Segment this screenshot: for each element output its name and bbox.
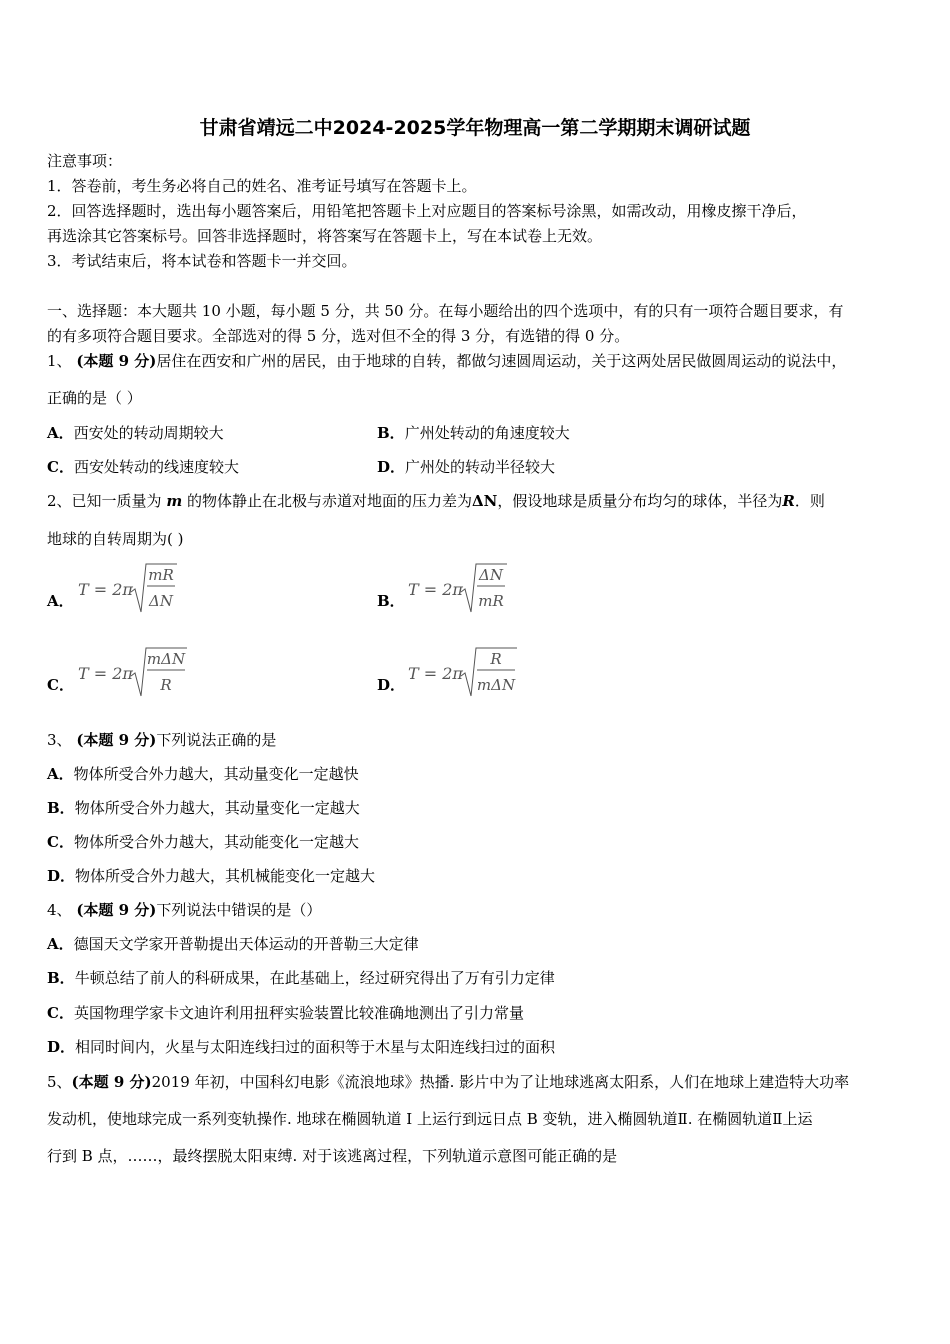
- option-label: B．: [47, 969, 75, 987]
- option-text: 物体所受合外力越大，其动能变化一定越大: [73, 833, 359, 851]
- question-2-stem: [47, 492, 825, 510]
- option-label: A．: [47, 592, 74, 610]
- question-4-stem: [47, 901, 321, 919]
- question-4-option-b: [47, 969, 555, 987]
- question-3-option-c: [47, 833, 359, 851]
- question-5-score: (本题 9 分): [71, 1073, 152, 1091]
- fraction-numerator: ΔN: [479, 566, 503, 584]
- section-instructions-2: 的有多项符合题目要求。全部选对的得 5 分，选对但不全的得 3 分，有选错的得 0 分。: [47, 327, 630, 345]
- option-label: A．: [47, 935, 74, 953]
- fraction-denominator: ΔN: [149, 592, 173, 610]
- option-text: 相同时间内，火星与太阳连线扫过的面积等于木星与太阳连线扫过的面积: [75, 1038, 556, 1056]
- question-2-option-b: [377, 560, 677, 620]
- question-4-score: (本题 9 分): [76, 901, 157, 919]
- option-label: A．: [47, 424, 74, 442]
- formula-a: [75, 560, 225, 620]
- option-label: D．: [377, 458, 406, 476]
- option-label: D．: [47, 867, 76, 885]
- option-text: 西安处转动的线速度较大: [73, 458, 239, 476]
- fraction-denominator: mΔN: [476, 676, 516, 694]
- question-1-text: 居住在西安和广州的居民，由于地球的自转，都做匀速圆周运动，关于这两处居民做圆周运动的说法中，: [156, 352, 847, 370]
- option-text: 英国物理学家卡文迪许利用扭秤实验装置比较准确地测出了引力常量: [73, 1004, 524, 1022]
- question-2-text-a: 已知一质量为: [71, 492, 162, 510]
- question-4-text: 下列说法中错误的是（）: [156, 901, 322, 919]
- var-m: m: [166, 492, 183, 510]
- question-5-text-2: 发动机，使地球完成一系列变轨操作. 地球在椭圆轨道 I 上运行到远日点 B 变轨，进入椭圆轨道Ⅱ. 在椭圆轨道Ⅱ上运: [47, 1110, 813, 1128]
- option-label: C．: [47, 458, 74, 476]
- option-label: A．: [47, 765, 74, 783]
- question-2-option-d: [377, 644, 677, 704]
- option-text: 物体所受合外力越大，其机械能变化一定越大: [75, 867, 376, 885]
- question-5-text-3: 行到 B 点，……，最终摆脱太阳束缚. 对于该逃离过程，下列轨道示意图可能正确的是: [47, 1147, 618, 1165]
- question-4-option-c: [47, 1004, 524, 1022]
- question-1-score: (本题 9 分): [76, 352, 157, 370]
- question-4-number: 4、: [47, 901, 72, 919]
- section-instructions-1: 一、选择题：本大题共 10 小题，每小题 5 分，共 50 分。在每小题给出的四个选项中，有的只有一项符合题目要求，有: [47, 302, 844, 320]
- option-label: B．: [47, 799, 75, 817]
- fraction-numerator: R: [490, 650, 502, 668]
- question-3-score: (本题 9 分): [76, 731, 157, 749]
- question-1-number: 1、: [47, 352, 72, 370]
- formula-d: [405, 644, 565, 704]
- var-delta-n: ΔN: [472, 492, 498, 510]
- page-title: 甘肃省靖远二中2024-2025学年物理高一第二学期期末调研试题: [199, 117, 751, 139]
- fraction-numerator: mR: [148, 566, 174, 584]
- question-2-option-a: [47, 560, 347, 620]
- option-label: C．: [47, 833, 74, 851]
- question-2-option-c: [47, 644, 347, 704]
- option-label: B．: [377, 592, 405, 610]
- formula-prefix: T = 2π: [78, 580, 133, 599]
- question-1-stem: [47, 352, 846, 370]
- formula-prefix: T = 2π: [408, 664, 463, 683]
- option-text: 物体所受合外力越大，其动量变化一定越大: [74, 799, 360, 817]
- formula-b: [405, 560, 555, 620]
- question-4-option-d: [47, 1038, 555, 1056]
- question-3-option-b: [47, 799, 360, 817]
- question-2-text-c: ，假设地球是质量分布均匀的球体，半径为: [497, 492, 783, 510]
- question-1-stem-cont: 正确的是（ ）: [47, 389, 142, 407]
- question-1-option-a: [47, 424, 224, 442]
- question-1-option-d: [377, 458, 555, 476]
- question-2-text-d: ．则: [794, 492, 825, 510]
- notice-item-2: 2．回答选择题时，选出每小题答案后，用铅笔把答题卡上对应题目的答案标号涂黑，如需改动，用橡皮擦干净后，: [47, 202, 807, 220]
- formula-c: [75, 644, 235, 704]
- option-label: B．: [377, 424, 405, 442]
- question-2-text-b: 的物体静止在北极与赤道对地面的压力差为: [187, 492, 473, 510]
- var-r: R: [782, 492, 795, 510]
- option-text: 广州处转动的角速度较大: [404, 424, 570, 442]
- option-text: 牛顿总结了前人的科研成果，在此基础上，经过研究得出了万有引力定律: [74, 969, 555, 987]
- option-label: D．: [377, 676, 406, 694]
- option-label: D．: [47, 1038, 76, 1056]
- question-1-option-c: [47, 458, 239, 476]
- option-text: 德国天文学家开普勒提出天体运动的开普勒三大定律: [73, 935, 419, 953]
- question-1-option-b: [377, 424, 570, 442]
- fraction-denominator: R: [160, 676, 172, 694]
- question-5-text-1: 2019 年初，中国科幻电影《流浪地球》热播. 影片中为了让地球逃离太阳系，人们在地球上建造特大功率: [151, 1073, 850, 1091]
- option-text: 广州处的转动半径较大: [405, 458, 556, 476]
- notice-heading: 注意事项：: [47, 152, 123, 170]
- question-2-stem-cont: 地球的自转周期为( ): [47, 530, 184, 548]
- question-4-option-a: [47, 935, 419, 953]
- notice-item-3: 3．考试结束后，将本试卷和答题卡一并交回。: [47, 252, 357, 270]
- option-text: 西安处的转动周期较大: [73, 424, 224, 442]
- notice-item-2-cont: 再选涂其它答案标号。回答非选择题时，将答案写在答题卡上，写在本试卷上无效。: [47, 227, 603, 245]
- question-3-option-a: [47, 765, 359, 783]
- question-3-option-d: [47, 867, 375, 885]
- option-text: 物体所受合外力越大，其动量变化一定越快: [73, 765, 359, 783]
- fraction-denominator: mR: [478, 592, 504, 610]
- option-label: C．: [47, 676, 74, 694]
- question-3-text: 下列说法正确的是: [156, 731, 277, 749]
- question-3-number: 3、: [47, 731, 72, 749]
- question-5-stem: [47, 1073, 849, 1091]
- question-5-number: 5、: [47, 1073, 72, 1091]
- formula-prefix: T = 2π: [78, 664, 133, 683]
- question-2-number: 2、: [47, 492, 72, 510]
- fraction-numerator: mΔN: [146, 650, 186, 668]
- option-label: C．: [47, 1004, 74, 1022]
- notice-item-1: 1．答卷前，考生务必将自己的姓名、准考证号填写在答题卡上。: [47, 177, 477, 195]
- question-3-stem: [47, 731, 276, 749]
- formula-prefix: T = 2π: [408, 580, 463, 599]
